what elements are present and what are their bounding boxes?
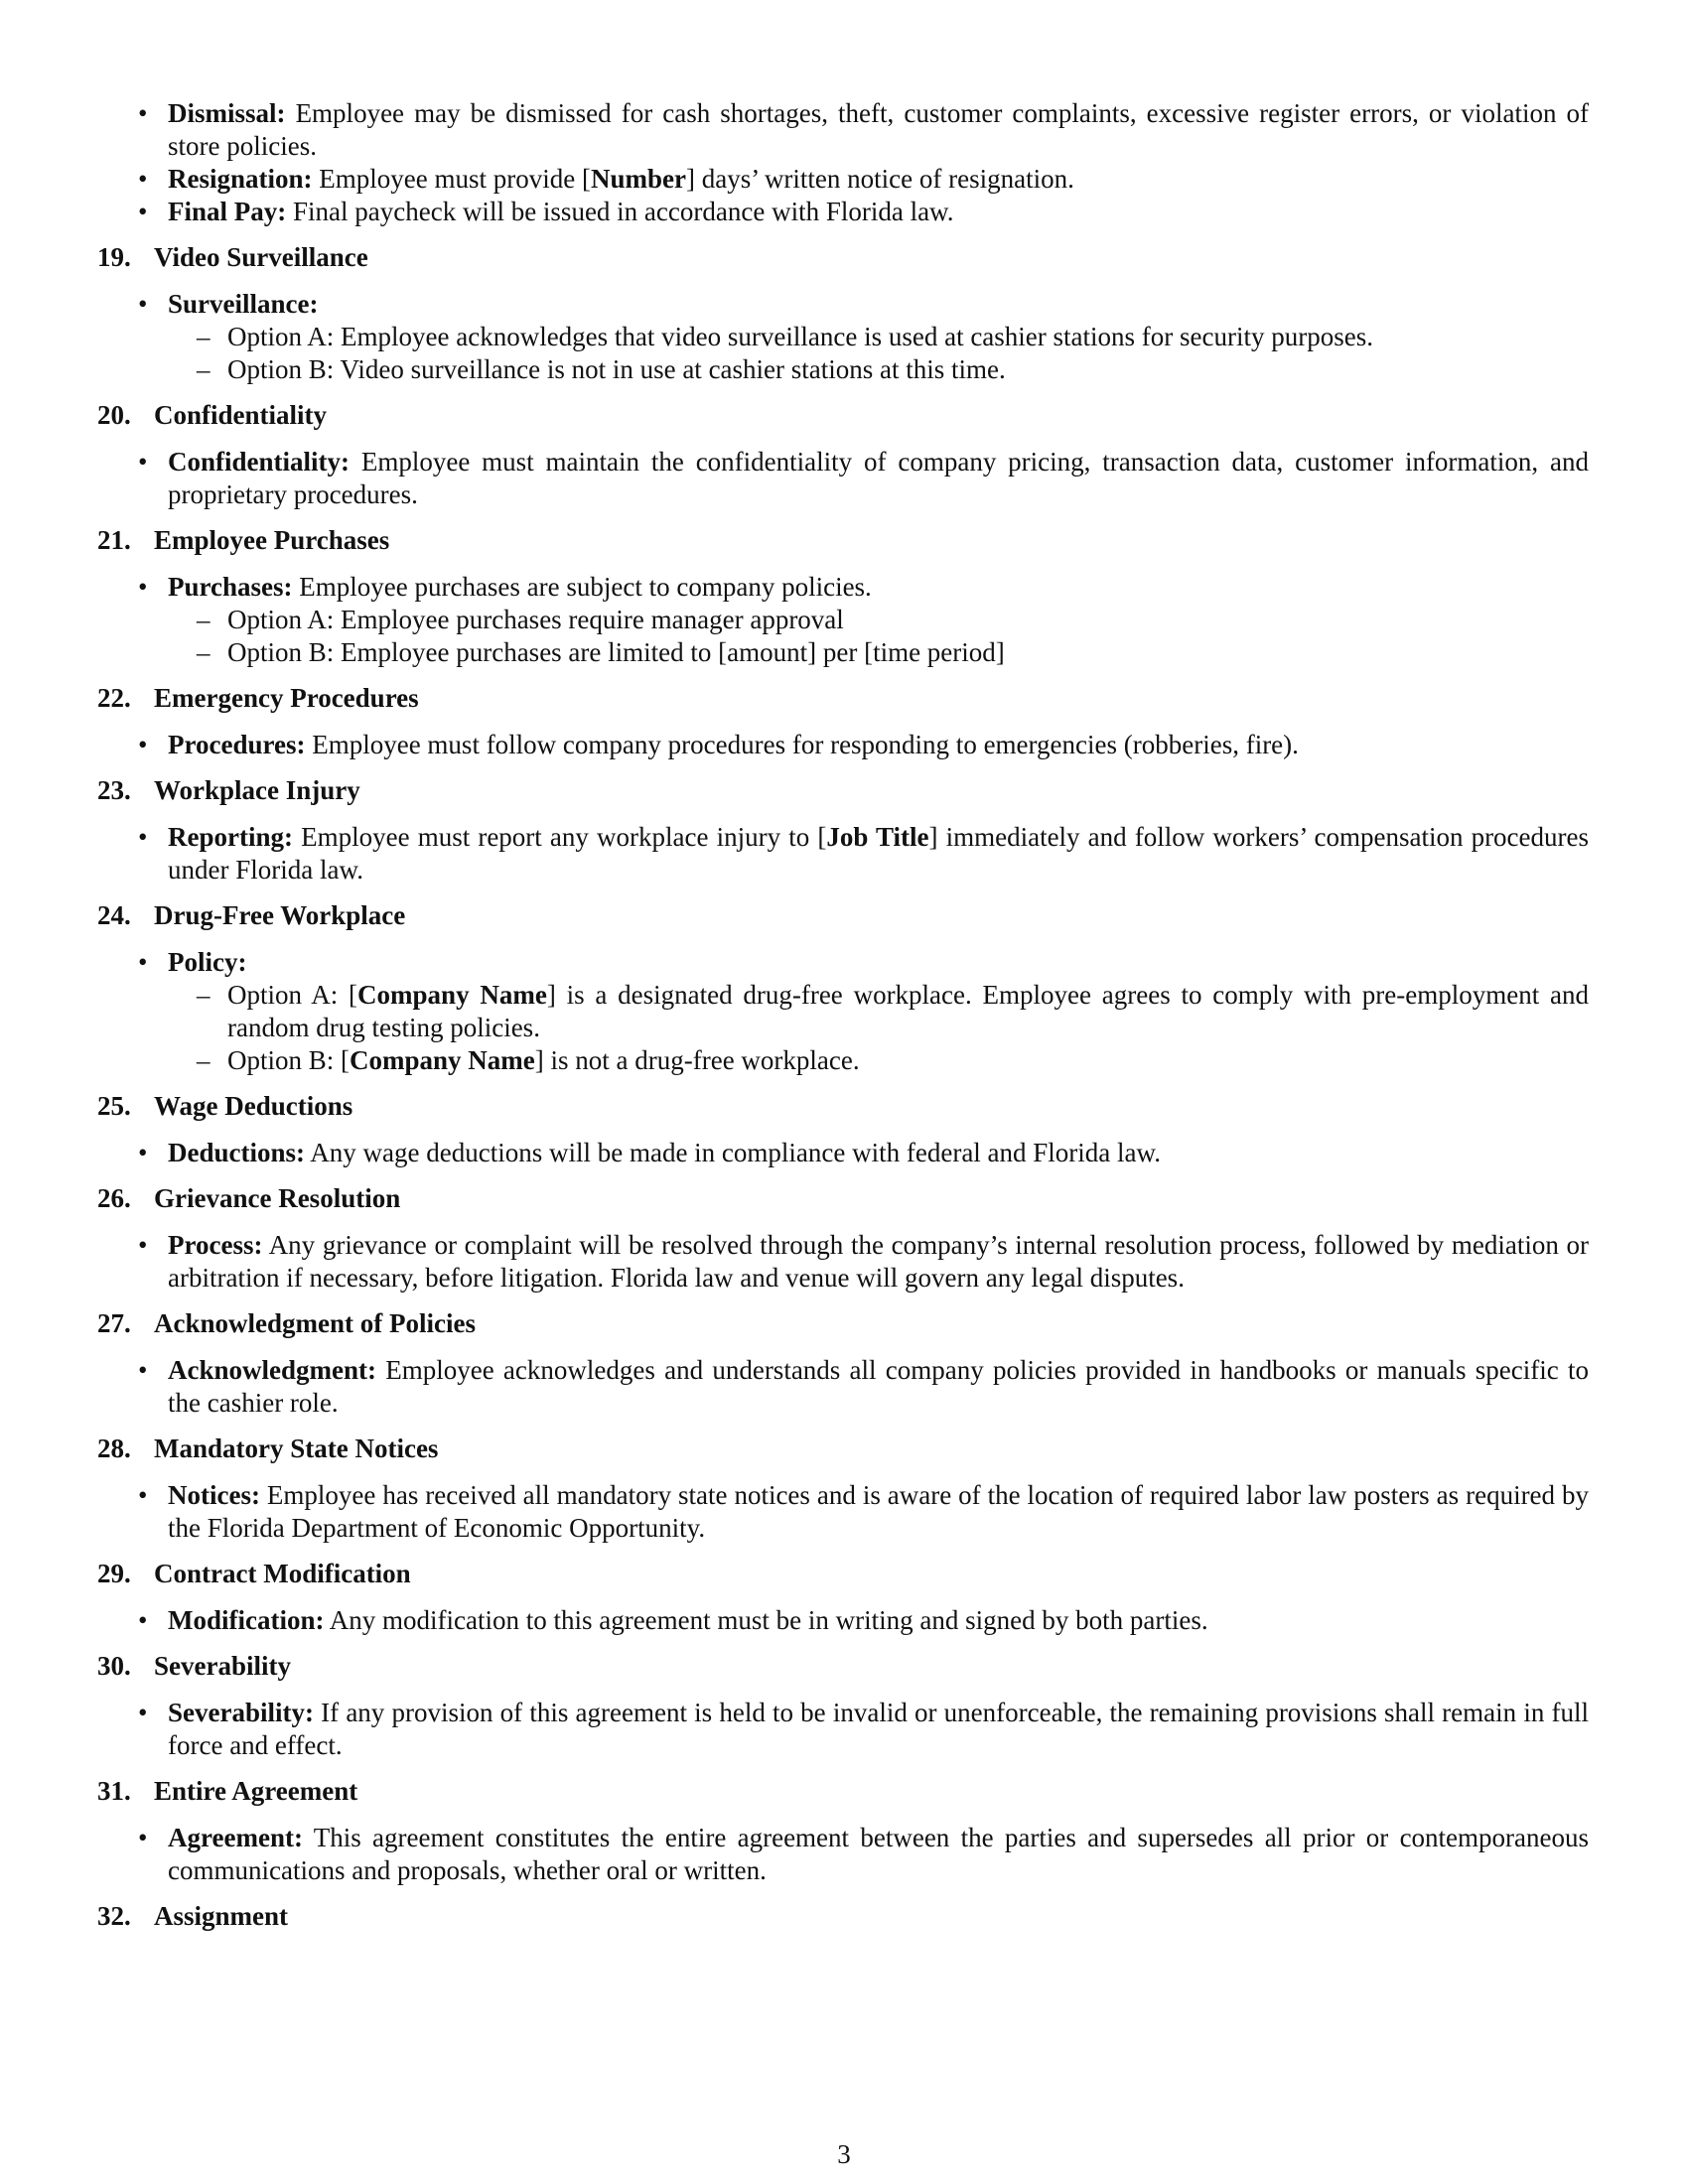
section (97, 524, 1589, 669)
list-item (97, 571, 1589, 669)
section-heading (97, 1090, 1589, 1123)
bullet-list (97, 288, 1589, 386)
bullet-list (97, 1137, 1589, 1169)
section-number: 22. (97, 683, 131, 713)
item-text: This agreement constitutes the entire agreement between the parties and supersedes all prior or contemporaneous communications and proposals, whether oral or written. (168, 1823, 1589, 1885)
section-title: Workplace Injury (154, 775, 360, 805)
bullet-list (97, 1604, 1589, 1637)
bullet-list (97, 571, 1589, 669)
section (97, 1433, 1589, 1545)
section-heading (97, 399, 1589, 432)
item-text: Any grievance or complaint will be resolved through the company’s internal resolution process, followed by mediation or arbitration if necessary, before litigation. Florida law and venue will govern any legal disputes. (168, 1230, 1589, 1293)
section-heading (97, 899, 1589, 932)
section-title: Severability (154, 1651, 291, 1681)
item-text: Final paycheck will be issued in accordance with Florida law. (286, 197, 954, 226)
section-number: 25. (97, 1091, 131, 1121)
option-list (168, 604, 1589, 669)
item-text: ] immediately and follow workers’ compensation procedures under Florida law. (168, 822, 1590, 885)
section-number: 26. (97, 1183, 131, 1213)
item-label: Policy: (168, 947, 247, 977)
list-item (97, 946, 1589, 1077)
option-item: – Option A: Employee purchases require manager approval (168, 604, 1589, 636)
bullet-list (97, 729, 1589, 761)
section (97, 241, 1589, 386)
placeholder: Company Name (350, 1045, 535, 1075)
item-text: Employee must report any workplace injury to [ (292, 822, 827, 852)
page-number: 3 (837, 2139, 851, 2169)
section-heading (97, 1182, 1589, 1215)
section (97, 1090, 1589, 1169)
option-text: ] is not a drug-free workplace. (534, 1045, 860, 1075)
section-title: Wage Deductions (154, 1091, 353, 1121)
section-heading (97, 682, 1589, 715)
list-item (97, 97, 1589, 163)
item-text: Any modification to this agreement must be in writing and signed by both parties. (324, 1605, 1208, 1635)
section-number: 30. (97, 1651, 131, 1681)
item-text: Employee must provide [ (312, 164, 591, 194)
list-item (97, 288, 1589, 386)
section (97, 399, 1589, 511)
section-title: Contract Modification (154, 1559, 411, 1588)
bullet-list (97, 1697, 1589, 1762)
item-text: If any provision of this agreement is held to be invalid or unenforceable, the remaining provisions shall remain in full force and effect. (168, 1698, 1589, 1760)
placeholder: Number (590, 164, 686, 194)
document-body (97, 97, 1589, 1947)
option-item: – Option B: Employee purchases are limited to [amount] per [time period] (168, 636, 1589, 669)
option-text: Option A: [ (227, 980, 358, 1010)
section-title: Mandatory State Notices (154, 1433, 439, 1463)
option-item: – Option B: Video surveillance is not in use at cashier stations at this time. (168, 353, 1589, 386)
section (97, 1775, 1589, 1887)
item-label: Purchases: (168, 572, 293, 602)
item-label: Notices: (168, 1480, 260, 1510)
section-number: 32. (97, 1901, 131, 1931)
sections-container (97, 241, 1589, 1933)
list-item (97, 163, 1589, 196)
section (97, 1307, 1589, 1420)
section-title: Employee Purchases (154, 525, 390, 555)
bullet-list (97, 1479, 1589, 1545)
item-text: Employee must follow company procedures for responding to emergencies (robberies, fire). (305, 730, 1299, 759)
bullet-list (97, 946, 1589, 1077)
section-heading (97, 1433, 1589, 1465)
section (97, 774, 1589, 887)
list-item (97, 1479, 1589, 1545)
item-label: Final Pay: (168, 197, 287, 226)
section-number: 31. (97, 1776, 131, 1806)
bullet-list (97, 446, 1589, 511)
section-heading (97, 1900, 1589, 1933)
item-label: Surveillance: (168, 289, 319, 319)
section-number: 29. (97, 1559, 131, 1588)
section-title: Entire Agreement (154, 1776, 358, 1806)
section-heading (97, 1775, 1589, 1808)
list-item (97, 1137, 1589, 1169)
item-label: Resignation: (168, 164, 313, 194)
section-heading (97, 774, 1589, 807)
section-title: Grievance Resolution (154, 1183, 401, 1213)
item-label: Reporting: (168, 822, 293, 852)
section-title: Emergency Procedures (154, 683, 419, 713)
item-label: Procedures: (168, 730, 306, 759)
section-heading (97, 1307, 1589, 1340)
list-item (97, 1697, 1589, 1762)
section-number: 23. (97, 775, 131, 805)
item-text: Employee has received all mandatory state notices and is aware of the location of required labor law posters as required by the Florida Department of Economic Opportunity. (168, 1480, 1589, 1543)
item-label: Deductions: (168, 1138, 306, 1167)
section-number: 27. (97, 1308, 131, 1338)
option-item (168, 1044, 1589, 1077)
section (97, 899, 1589, 1077)
bullet-list (97, 1822, 1589, 1887)
section-title: Acknowledgment of Policies (154, 1308, 476, 1338)
item-text: Employee acknowledges and understands all company policies provided in handbooks or manuals specific to the cashier role. (168, 1355, 1589, 1418)
list-item (97, 196, 1589, 228)
item-text: Employee may be dismissed for cash shortages, theft, customer complaints, excessive register errors, or violation of store policies. (168, 98, 1589, 161)
item-label: Confidentiality: (168, 447, 351, 477)
item-label: Modification: (168, 1605, 325, 1635)
item-label: Agreement: (168, 1823, 303, 1852)
section-title: Video Surveillance (154, 242, 368, 272)
section-heading (97, 1558, 1589, 1590)
option-list (168, 979, 1589, 1077)
section-number: 21. (97, 525, 131, 555)
section-title: Confidentiality (154, 400, 328, 430)
list-item (97, 1604, 1589, 1637)
item-text: Any wage deductions will be made in compliance with federal and Florida law. (305, 1138, 1162, 1167)
section-heading (97, 241, 1589, 274)
section-title: Drug-Free Workplace (154, 900, 406, 930)
option-text: Option B: [ (227, 1045, 351, 1075)
item-label: Dismissal: (168, 98, 286, 128)
bullet-list (97, 821, 1589, 887)
section (97, 1900, 1589, 1933)
item-label: Process: (168, 1230, 263, 1260)
list-item (97, 446, 1589, 511)
bullet-list (97, 1354, 1589, 1420)
placeholder: Job Title (826, 822, 929, 852)
section-number: 20. (97, 400, 131, 430)
section-number: 28. (97, 1433, 131, 1463)
lead-list (97, 97, 1589, 228)
section (97, 1558, 1589, 1637)
item-label: Acknowledgment: (168, 1355, 376, 1385)
section (97, 1182, 1589, 1295)
placeholder: Company Name (357, 980, 547, 1010)
item-text: Employee purchases are subject to company policies. (292, 572, 872, 602)
section-heading (97, 1650, 1589, 1683)
list-item (97, 1229, 1589, 1295)
list-item (97, 1354, 1589, 1420)
item-text: ] days’ written notice of resignation. (685, 164, 1074, 194)
list-item (97, 821, 1589, 887)
section-title: Assignment (154, 1901, 289, 1931)
option-text: ] is a designated drug-free workplace. Employee agrees to comply with pre-employment and random drug testing policies. (227, 980, 1589, 1042)
section-number: 24. (97, 900, 131, 930)
item-label: Severability: (168, 1698, 314, 1727)
option-item (168, 979, 1589, 1044)
section-number: 19. (97, 242, 131, 272)
option-list (168, 321, 1589, 386)
list-item (97, 729, 1589, 761)
section-heading (97, 524, 1589, 557)
item-text: Employee must maintain the confidentiality of company pricing, transaction data, customer information, and proprietary procedures. (168, 447, 1589, 509)
section (97, 1650, 1589, 1762)
option-item: – Option A: Employee acknowledges that video surveillance is used at cashier stations for security purposes. (168, 321, 1589, 353)
bullet-list (97, 1229, 1589, 1295)
list-item (97, 1822, 1589, 1887)
section (97, 682, 1589, 761)
